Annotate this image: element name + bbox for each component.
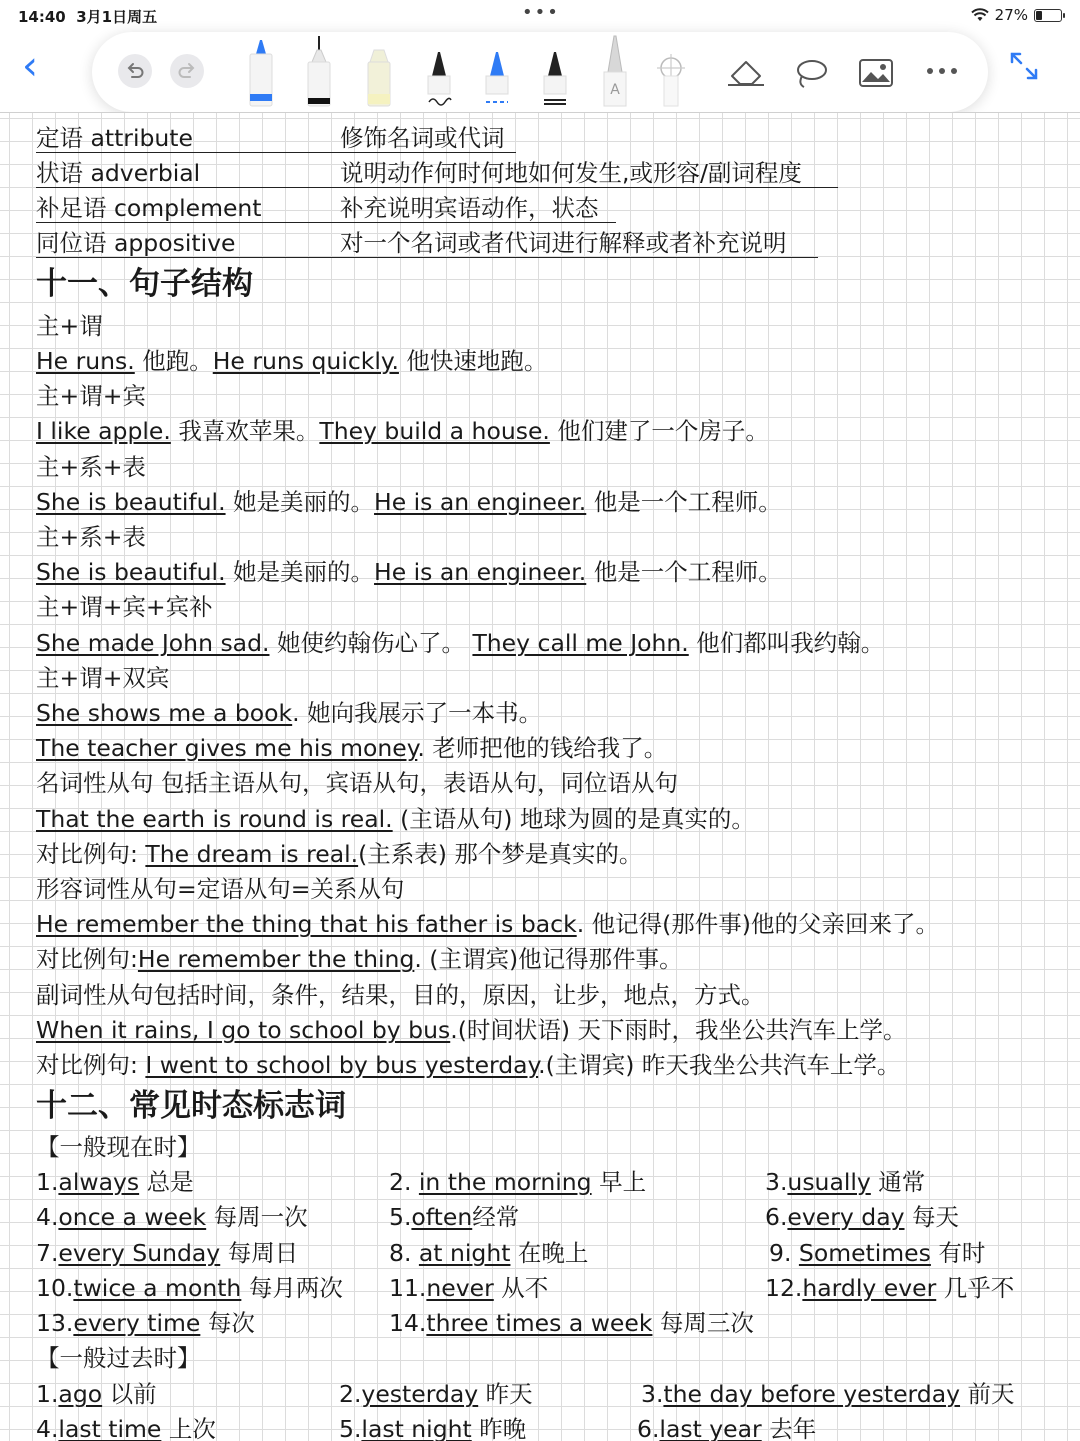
- tense-label: 【一般现在时】: [36, 1133, 201, 1161]
- example-line: 对比例句:He remember the thing. (主谓宾)他记得那件事。: [36, 945, 683, 973]
- list-item: 10.twice a month 每月两次: [36, 1274, 343, 1302]
- yellow-highlighter-icon[interactable]: [364, 32, 394, 108]
- example-line: When it rains, I go to school by bus.(时间状语) 天下雨时，我坐公共汽车上学。: [36, 1016, 907, 1044]
- example-line: She made John sad. 她使约翰伤心了。 They call me John. 他们都叫我约翰。: [36, 629, 885, 657]
- definition-row: 定语 attribute 修饰名词或代词: [36, 124, 505, 152]
- lasso-icon[interactable]: [792, 56, 830, 90]
- list-item: 5.often经常: [389, 1203, 520, 1231]
- list-item: 2. in the morning 早上: [389, 1168, 647, 1196]
- list-item: 6.every day 每天: [765, 1203, 959, 1231]
- example-line: 对比例句: The dream is real.(主系表) 那个梦是真实的。: [36, 840, 643, 868]
- status-right: [971, 6, 1062, 24]
- structure-label: 主+谓+宾+宾补: [36, 593, 213, 621]
- tense-label: 【一般过去时】: [36, 1344, 201, 1372]
- black-pen-thick-icon[interactable]: [540, 32, 570, 108]
- example-line: That the earth is round is real. (主语从句) 地球为圆的是真实的。: [36, 805, 755, 833]
- example-line: She shows me a book. 她向我展示了一本书。: [36, 699, 543, 727]
- list-item: 13.every time 每次: [36, 1309, 255, 1337]
- expand-icon[interactable]: [1008, 50, 1040, 86]
- list-item: 6.last year 去年: [637, 1415, 817, 1441]
- list-item: 12.hardly ever 几乎不: [765, 1274, 1015, 1302]
- note-page[interactable]: [0, 112, 1080, 1441]
- list-item: 5.last night 昨晚: [339, 1415, 527, 1441]
- list-item: 7.every Sunday 每周日: [36, 1239, 299, 1267]
- list-item: 4.once a week 每周一次: [36, 1203, 308, 1231]
- black-fineliner-icon[interactable]: [304, 32, 334, 108]
- clause-label: 名词性从句 包括主语从句，宾语从句，表语从句，同位语从句: [36, 769, 678, 797]
- battery-percent: 27%: [994, 6, 1028, 24]
- example-line: 对比例句: I went to school by bus yesterday.(主谓宾) 昨天我坐公共汽车上学。: [36, 1051, 901, 1079]
- example-line: She is beautiful. 她是美丽的。He is an engineer. 他是一个工程师。: [36, 558, 782, 586]
- list-item: 9. Sometimes 有时: [769, 1239, 986, 1267]
- pencil-letter: A: [610, 82, 620, 98]
- eraser-icon[interactable]: [726, 56, 766, 88]
- definition-row: 同位语 appositive 对一个名词或者代词进行解释或者补充说明: [36, 229, 787, 257]
- list-item: 1.always 总是: [36, 1168, 194, 1196]
- pencil-icon[interactable]: [600, 32, 630, 108]
- list-item: 14.three times a week 每周三次: [389, 1309, 754, 1337]
- example-line: The teacher gives me his money. 老师把他的钱给我了。: [36, 734, 668, 762]
- structure-label: 主+谓+双宾: [36, 664, 170, 692]
- definition-row: 状语 adverbial 说明动作何时何地如何发生,或形容/副词程度: [36, 159, 802, 187]
- undo-icon[interactable]: [118, 54, 152, 88]
- clause-label: 副词性从句包括时间，条件，结果，目的，原因，让步，地点，方式。: [36, 981, 765, 1009]
- wifi-icon: [971, 8, 989, 22]
- laser-pointer-icon[interactable]: [656, 32, 686, 108]
- example-line: He runs. 他跑。He runs quickly. 他快速地跑。: [36, 347, 548, 375]
- example-line: He remember the thing that his father is back. 他记得(那件事)他的父亲回来了。: [36, 910, 939, 938]
- status-time: 14:40 3月1日周五: [18, 8, 158, 26]
- underline: [36, 187, 838, 188]
- blue-pen-dashed-icon[interactable]: [482, 32, 512, 108]
- structure-label: 主+系+表: [36, 523, 146, 551]
- redo-icon[interactable]: [170, 54, 204, 88]
- black-pen-wavy-icon[interactable]: [424, 32, 454, 108]
- list-item: 11.never 从不: [389, 1274, 549, 1302]
- underline: [36, 222, 616, 223]
- battery-icon: [1034, 9, 1062, 22]
- multitasking-dots-icon[interactable]: •••: [522, 2, 560, 23]
- list-item: 3.usually 通常: [765, 1168, 926, 1196]
- list-item: 2.yesterday 昨天: [339, 1380, 533, 1408]
- list-item: 1.ago 以前: [36, 1380, 157, 1408]
- example-line: I like apple. 我喜欢苹果。They build a house. 他们建了一个房子。: [36, 417, 769, 445]
- clause-label: 形容词性从句=定语从句=关系从句: [36, 875, 405, 903]
- structure-label: 主+谓+宾: [36, 382, 146, 410]
- section-title: 十一、句子结构: [36, 266, 253, 302]
- list-item: 3.the day before yesterday 前天: [641, 1380, 1015, 1408]
- status-bar: [0, 0, 1080, 32]
- section-title: 十二、常见时态标志词: [36, 1088, 346, 1124]
- list-item: 8. at night 在晚上: [389, 1239, 589, 1267]
- list-item: 4.last time 上次: [36, 1415, 216, 1441]
- definition-row: 补足语 complement 补充说明宾语动作，状态: [36, 194, 599, 222]
- image-icon[interactable]: [858, 58, 894, 88]
- blue-highlighter-icon[interactable]: [246, 32, 276, 108]
- structure-label: 主+谓: [36, 312, 103, 340]
- underline: [36, 152, 516, 153]
- underline: [36, 257, 818, 258]
- back-chevron-icon[interactable]: ‹: [22, 43, 38, 89]
- example-line: She is beautiful. 她是美丽的。He is an engineer. 他是一个工程师。: [36, 488, 782, 516]
- drawing-toolbar: [92, 32, 988, 112]
- more-icon[interactable]: [926, 66, 958, 76]
- structure-label: 主+系+表: [36, 453, 146, 481]
